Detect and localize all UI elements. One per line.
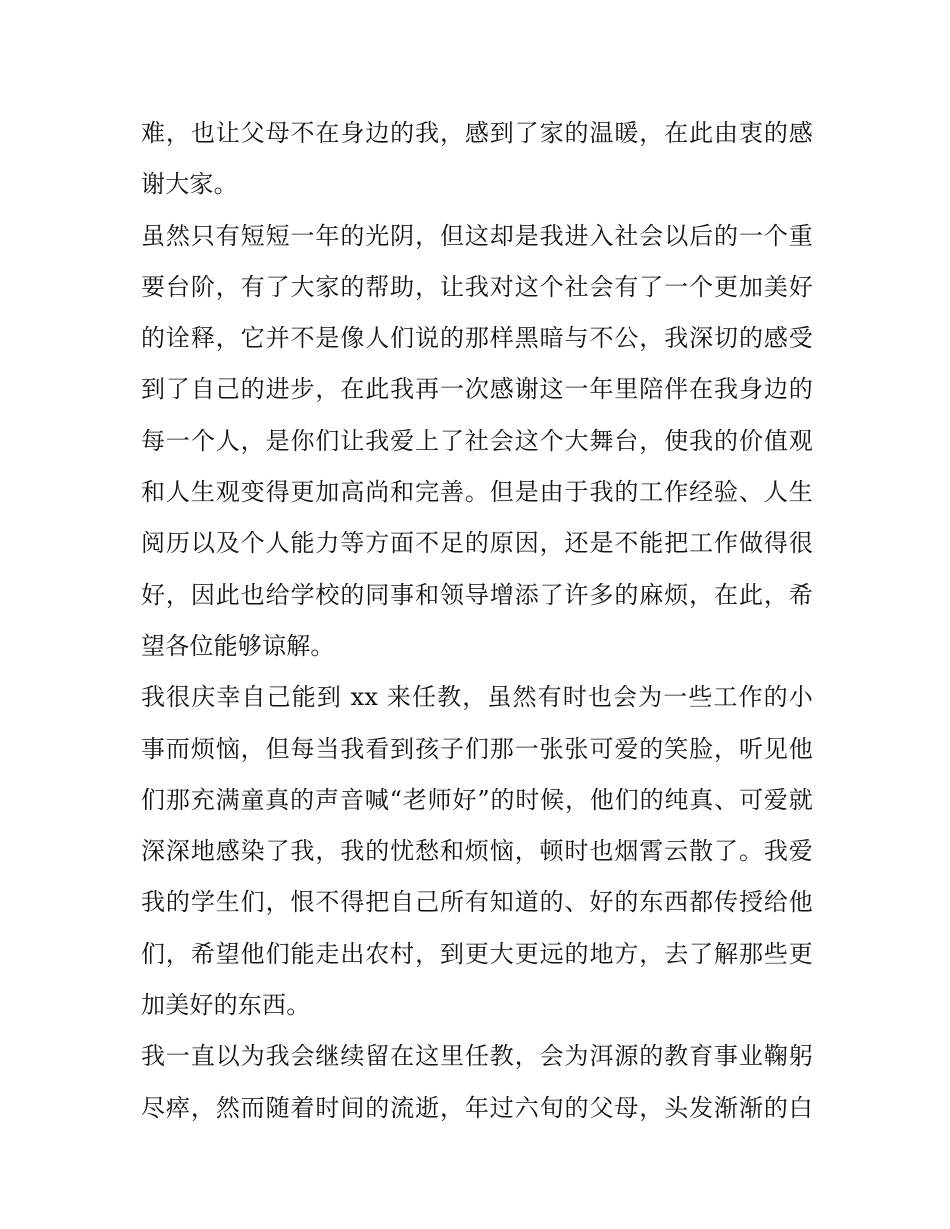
- text-line: 每一个人，是你们让我爱上了社会这个大舞台，使我的价值观: [141, 426, 813, 455]
- text-line: 尽瘁，然而随着时间的流逝，年过六旬的父母，头发渐渐的白: [141, 1093, 813, 1122]
- paragraph-1: [141, 108, 813, 211]
- text-line: 谢大家。: [141, 170, 238, 199]
- paragraph-3: [141, 672, 813, 1031]
- text-line: 事而烦恼，但每当我看到孩子们那一张张可爱的笑脸，听见他: [141, 734, 813, 763]
- text-line: 望各位能够谅解。: [141, 631, 335, 660]
- text-line: 难，也让父母不在身边的我，感到了家的温暖，在此由衷的感: [141, 119, 813, 147]
- paragraph-4: [141, 1031, 813, 1134]
- text-line: 我的学生们，恨不得把自己所有知道的、好的东西都传授给他: [141, 888, 813, 917]
- text-line: 我很庆幸自己能到 xx 来任教，虽然有时也会为一些工作的小: [141, 683, 813, 712]
- text-line: 虽然只有短短一年的光阴，但这却是我进入社会以后的一个重: [141, 221, 813, 250]
- text-line: 加美好的东西。: [141, 991, 311, 1020]
- text-line: 深深地感染了我，我的忧愁和烦恼，顿时也烟霄云散了。我爱: [141, 837, 813, 866]
- text-line: 到了自己的进步，在此我再一次感谢这一年里陪伴在我身边的: [141, 375, 813, 404]
- text-line: 我一直以为我会继续留在这里任教，会为洱源的教育事业鞠躬: [141, 1042, 813, 1071]
- paragraph-2: [141, 211, 813, 673]
- text-line: 要台阶，有了大家的帮助，让我对这个社会有了一个更加美好: [141, 272, 813, 301]
- text-line: 好，因此也给学校的同事和领导增添了许多的麻烦，在此，希: [141, 580, 813, 609]
- text-line: 阅历以及个人能力等方面不足的原因，还是不能把工作做得很: [141, 529, 813, 558]
- text-line: 们那充满童真的声音喊“老师好”的时候，他们的纯真、可爱就: [141, 785, 813, 814]
- text-line: 们，希望他们能走出农村，到更大更远的地方，去了解那些更: [141, 939, 813, 968]
- body-text: [141, 108, 813, 1134]
- text-line: 的诠释，它并不是像人们说的那样黑暗与不公，我深切的感受: [141, 324, 813, 353]
- text-line: 和人生观变得更加高尚和完善。但是由于我的工作经验、人生: [141, 478, 813, 507]
